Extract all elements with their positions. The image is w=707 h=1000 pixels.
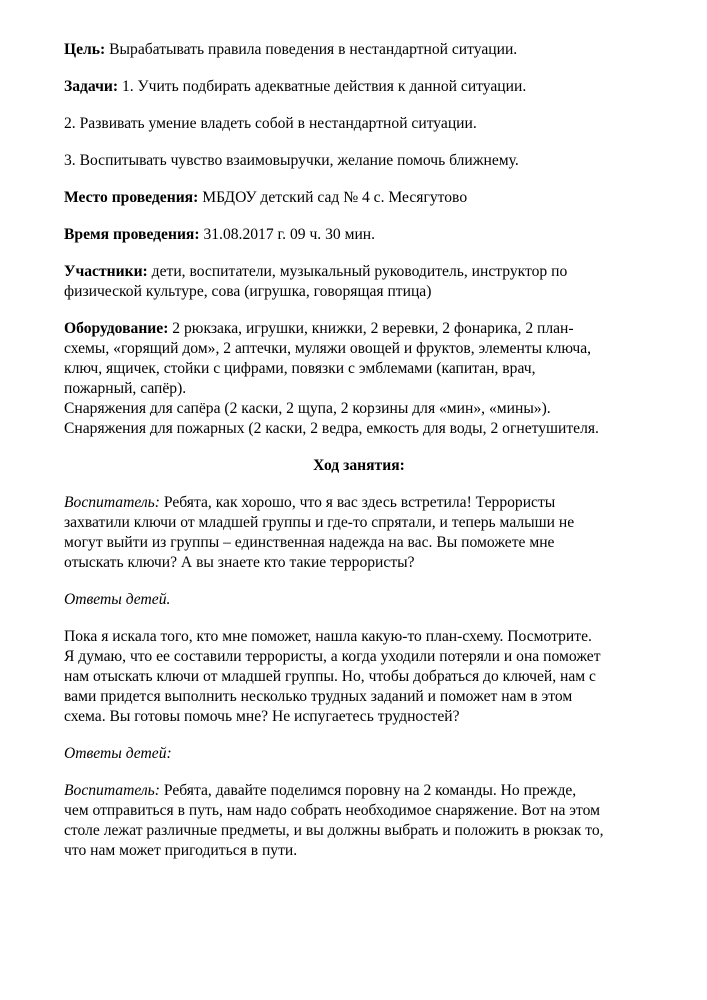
equipment-label: Оборудование: [64,320,169,337]
educator-paragraph-3 [64,781,654,861]
equipment-line-6: Снаряжения для пожарных (2 каски, 2 ведра, емкость для воды, 2 огнетушителя. [64,420,599,437]
participants-paragraph [64,262,654,302]
task-item-2: 2. Развивать умение владеть собой в нестандартной ситуации. [64,115,477,132]
tasks-paragraph [64,77,654,97]
para2-line-1: Пока я искала того, кто мне поможет, нашла какую-то план-схему. Посмотрите. [64,628,592,645]
para1-line-4: отыскать ключи? А вы знаете кто такие террористы? [64,554,415,571]
time-text: 31.08.2017 г. 09 ч. 30 мин. [199,226,376,243]
place-paragraph [64,188,654,208]
time-label: Время проведения: [64,226,200,243]
task-item-3: 3. Воспитывать чувство взаимовыручки, желание помочь ближнему. [64,152,519,169]
participants-line-2: физической культуре, сова (игрушка, говорящая птица) [64,283,432,300]
para3-line-2: чем отправиться в путь, нам надо собрать необходимое снаряжение. Вот на этом [64,802,600,819]
goal-text: Вырабатывать правила поведения в нестандартной ситуации. [105,41,518,58]
educator-paragraph-2 [64,627,654,727]
task-item-1: 1. Учить подбирать адекватные действия к данной ситуации. [118,78,527,95]
place-text: МБДОУ детский сад № 4 с. Месягутово [198,189,468,206]
para3-line-3: столе лежат различные предметы, и вы должны выбрать и положить в рюкзак то, [64,822,604,839]
educator-paragraph-1 [64,493,654,573]
para2-line-4: вами придется выполнить несколько трудных заданий и поможет нам в этом [64,688,573,705]
goal-label: Цель: [64,41,106,58]
equipment-line-1: 2 рюкзака, игрушки, книжки, 2 веревки, 2 фонарика, 2 план- [168,320,574,337]
para3-line-1: Ребята, давайте поделимся поровну на 2 команды. Но прежде, [159,782,577,799]
equipment-line-4: пожарный, сапёр). [64,380,187,397]
children-answers-2: Ответы детей: [64,745,172,762]
participants-line-1: дети, воспитатели, музыкальный руководитель, инструктор по [147,263,568,280]
para2-line-5: схема. Вы готовы помочь мне? Не испугаетесь трудностей? [64,708,460,725]
document-page [64,40,654,878]
para3-line-4: что нам может пригодиться в пути. [64,842,298,859]
time-paragraph [64,225,654,245]
children-answers-1: Ответы детей. [64,591,171,608]
para2-line-2: Я думаю, что ее составили террористы, а когда уходили потеряли и она поможет [64,648,601,665]
para1-line-3: могут выйти из группы – единственная надежда на вас. Вы поможете мне [64,534,555,551]
equipment-line-5: Снаряжения для сапёра (2 каски, 2 щупа, 2 корзины для «мин», «мины»). [64,400,551,417]
course-heading: Ход занятия: [313,457,405,474]
speaker-label: Воспитатель: [64,782,160,799]
speaker-label: Воспитатель: [64,494,160,511]
para1-line-1: Ребята, как хорошо, что я вас здесь встретила! Террористы [159,494,556,511]
participants-label: Участники: [64,263,148,280]
para1-line-2: захватили ключи от младшей группы и где-то спрятали, и теперь малыши не [64,514,575,531]
tasks-label: Задачи: [64,78,119,95]
place-label: Место проведения: [64,189,199,206]
equipment-line-2: схемы, «горящий дом», 2 аптечки, муляжи овощей и фруктов, элементы ключа, [64,340,592,357]
equipment-line-3: ключ, ящичек, стойки с цифрами, повязки с эмблемами (капитан, врач, [64,360,536,377]
goal-paragraph [64,40,654,60]
equipment-paragraph [64,319,654,439]
para2-line-3: нам отыскать ключи от младшей группы. Но, чтобы добраться до ключей, нам с [64,668,596,685]
